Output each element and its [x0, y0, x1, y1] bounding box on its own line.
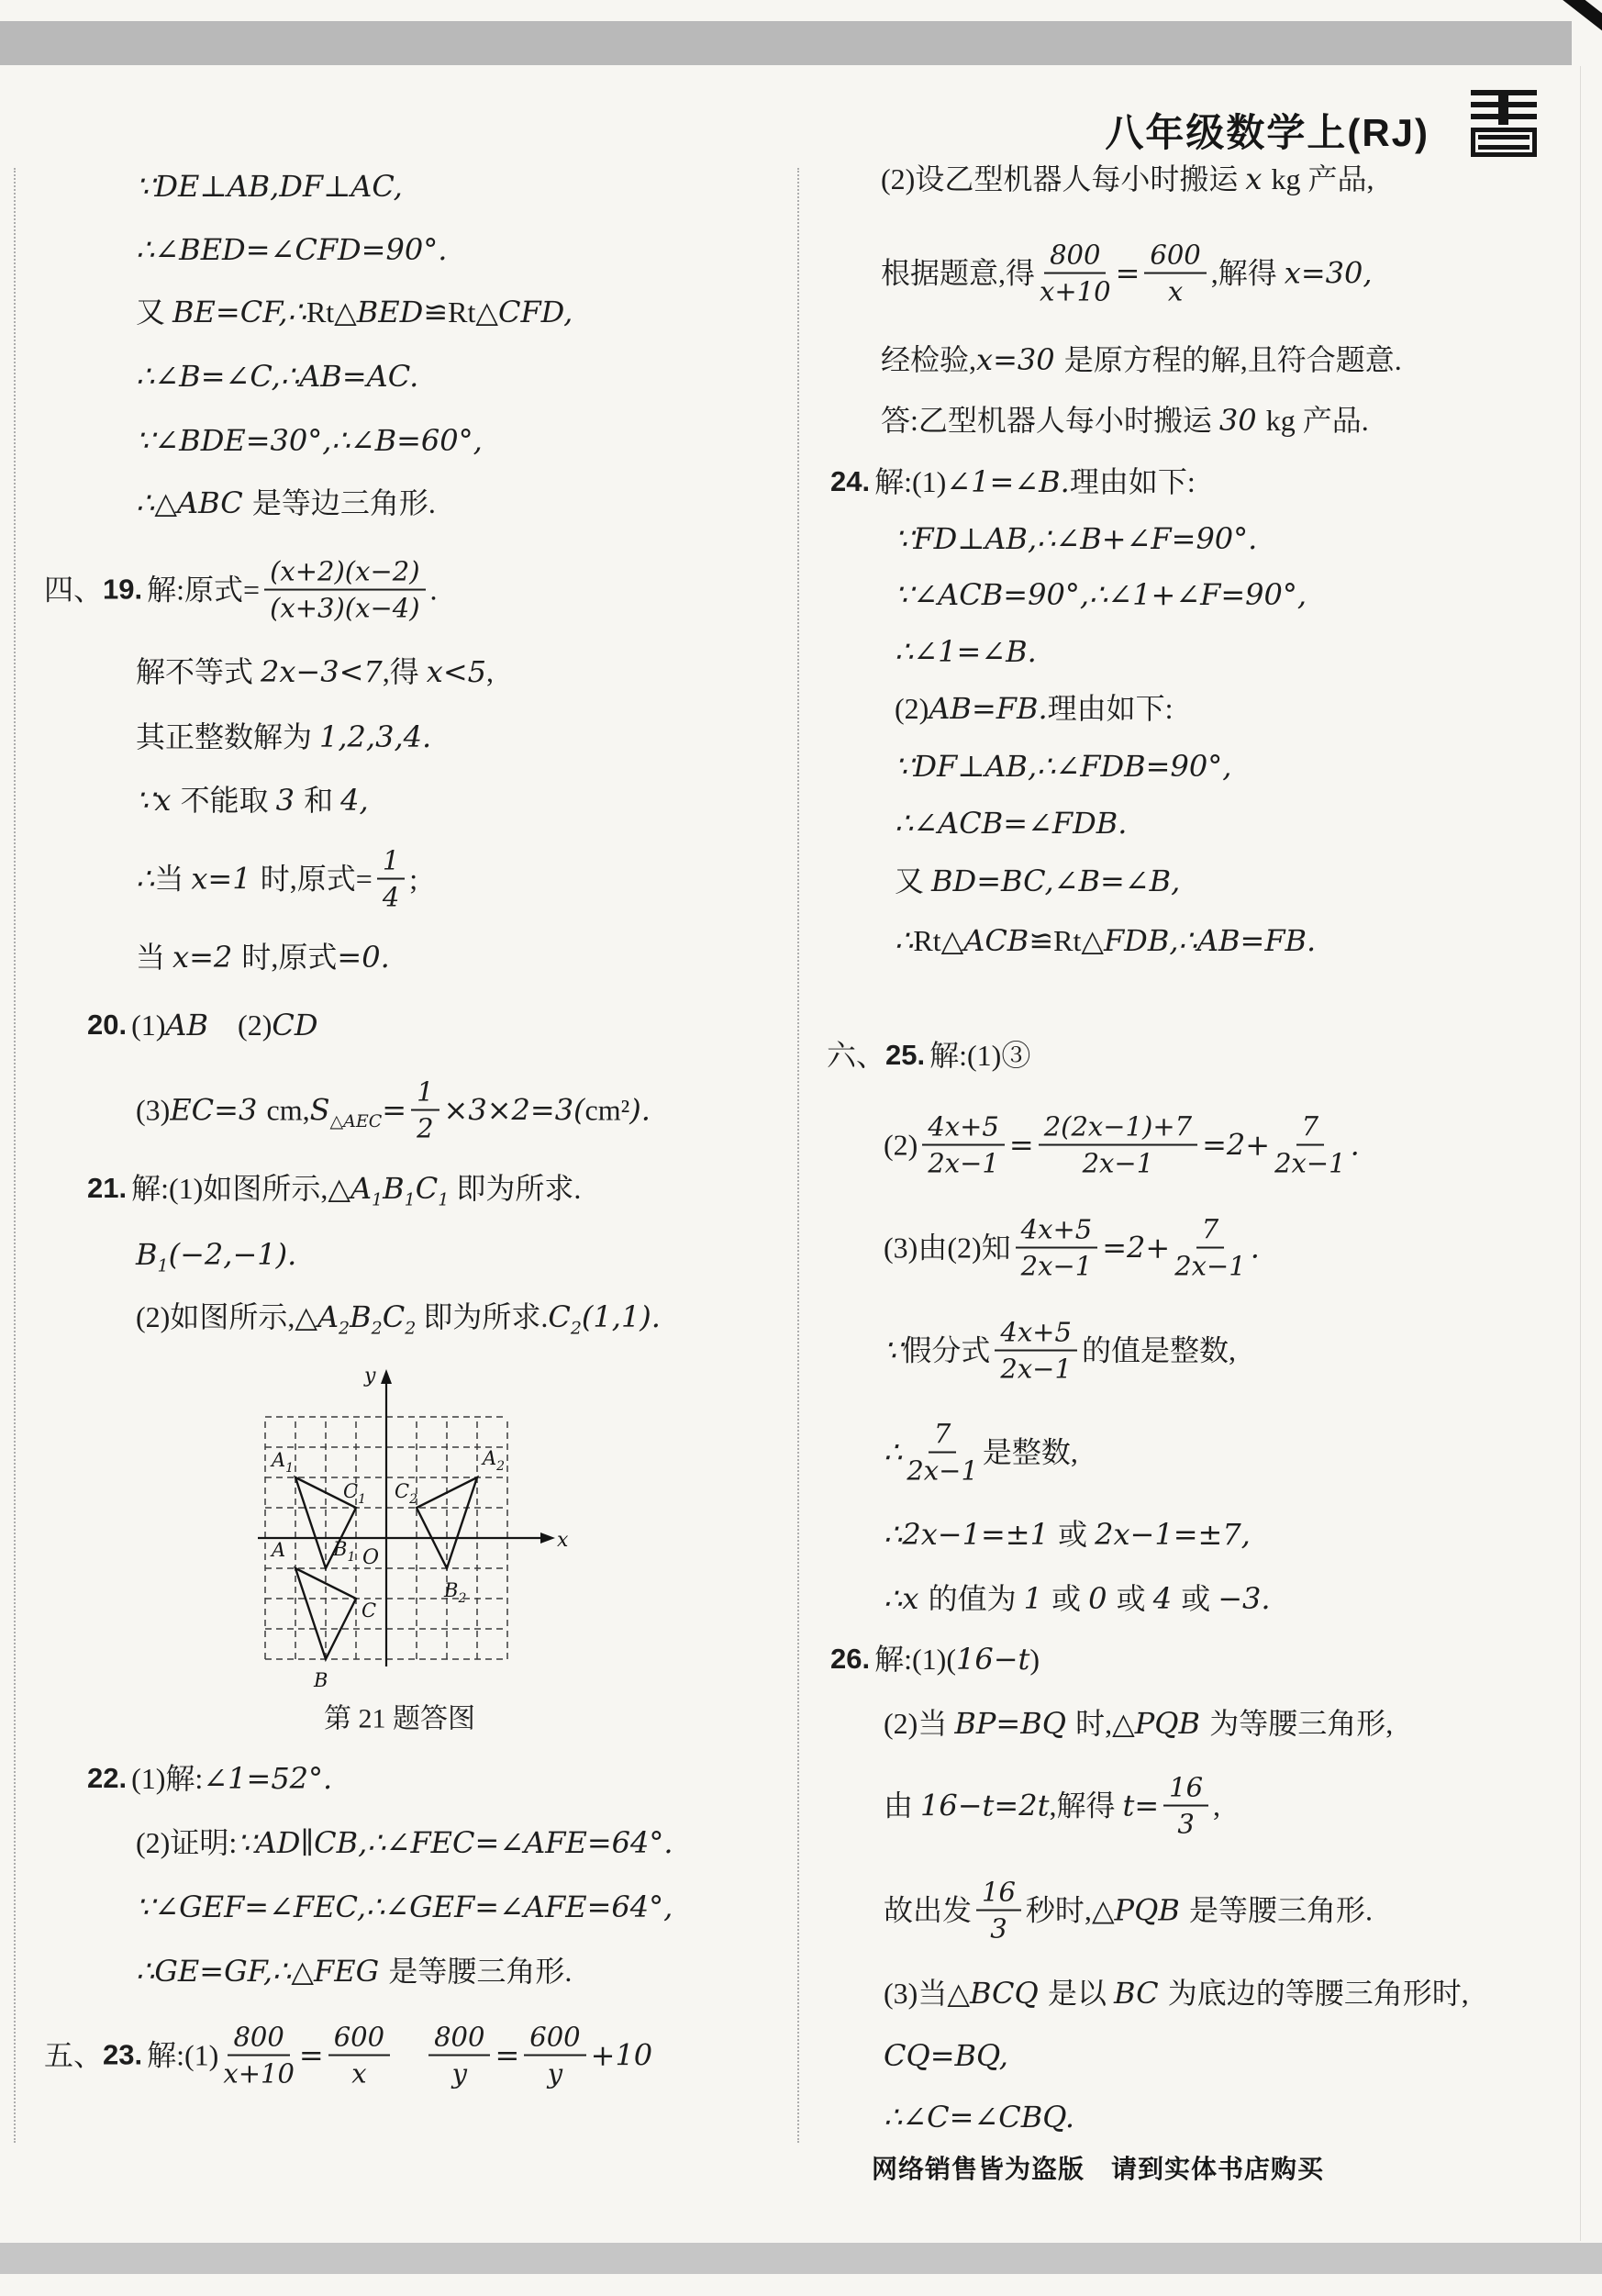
text-run: (1) — [131, 1009, 166, 1042]
point-label: $C_2$ — [395, 1480, 417, 1507]
text-run: (1,1). — [581, 1299, 661, 1334]
page-edge-line — [1580, 66, 1581, 2241]
solution-line — [895, 690, 1174, 727]
text-run: BE=CF,∴ — [172, 295, 306, 329]
text-run: 4 — [1152, 1581, 1182, 1616]
fraction: $\frac{4x+5}{2x-1}$ — [995, 1318, 1077, 1385]
fraction: $\frac{800}{y}$ — [428, 2023, 490, 2090]
text-run: = — [1008, 1128, 1034, 1163]
solution-line — [136, 485, 436, 521]
text-run: (2)当 — [884, 1707, 955, 1740]
solution-line — [136, 846, 417, 913]
text-run: ∵DF⊥AB,∴∠FDB=90°, — [895, 749, 1232, 784]
solution-line — [44, 557, 438, 624]
text-run: ≌ — [423, 295, 449, 329]
text-run: AB=FB. — [929, 691, 1048, 726]
point-label: A — [272, 1539, 286, 1561]
text-run: 秒时, — [1025, 1894, 1092, 1927]
subscript: 1 — [157, 1255, 169, 1276]
text-run: 1,2,3,4. — [319, 719, 432, 754]
text-run: 2x−1=±7, — [1095, 1517, 1251, 1552]
problem-number: 22. — [87, 1761, 128, 1794]
text-run: Rt — [448, 295, 476, 329]
text-run: ∴2x−1=±1 — [884, 1517, 1059, 1552]
text-run: ∴GE=GF,∴△FEG — [136, 1954, 389, 1989]
text-run: 解:(1)( — [874, 1643, 956, 1676]
subscript: 1 — [372, 1189, 384, 1210]
text-run: △ACB — [940, 923, 1029, 958]
solution-line — [895, 863, 1180, 899]
solution-line — [136, 653, 494, 690]
problem-number: 26. — [830, 1642, 871, 1675]
subscript: 2 — [339, 1318, 350, 1339]
solution-line — [895, 748, 1231, 785]
text-run: 解:(1)③ — [929, 1039, 1031, 1072]
text-run: (2) — [884, 1129, 918, 1162]
text-run: CD — [272, 1008, 318, 1042]
y-axis-label: y — [364, 1365, 376, 1388]
solution-line — [136, 1889, 673, 1925]
text-run: $B_2$ — [350, 1299, 383, 1339]
point-label: B — [314, 1669, 328, 1691]
figure-caption: 第 21 题答图 — [324, 1703, 475, 1734]
text-run: 16−t=2t — [920, 1789, 1050, 1823]
text-run: △FDB,∴AB=FB. — [1081, 923, 1317, 958]
column-divider — [797, 168, 799, 2143]
fraction: $\frac{(x+2)(x-2)}{(x+3)(x-4)}$ — [264, 557, 425, 624]
text-run: 解:(1) — [874, 465, 947, 498]
x-axis-label: x — [557, 1529, 569, 1552]
text-run: kg 产品, — [1271, 162, 1374, 195]
text-run: ) — [1029, 1643, 1040, 1676]
text-run: 或 — [1116, 1582, 1153, 1615]
fraction: $\frac{4x+5}{2x-1}$ — [922, 1112, 1005, 1179]
text-run: Rt — [1053, 924, 1082, 957]
solution-line — [136, 939, 390, 975]
solution-line — [136, 294, 573, 330]
coordinate-diagram — [220, 1360, 578, 1701]
text-run: ,得 — [382, 655, 427, 688]
text-run: 假分式 — [902, 1334, 991, 1367]
text-run: 经检验, — [881, 343, 977, 376]
solution-line — [884, 1580, 1271, 1617]
text-run: ∴ — [895, 923, 914, 958]
text-run: 16−t — [955, 1642, 1030, 1677]
text-run: $S_{\triangle AEC}$ — [309, 1093, 383, 1132]
text-run: . — [1350, 1128, 1360, 1163]
text-run: ∵AD∥CB,∴∠FEC=∠AFE=64°. — [237, 1825, 673, 1860]
fraction: $\frac{16}{3}$ — [1163, 1773, 1208, 1840]
x-axis-arrow — [540, 1533, 555, 1544]
point-label: $C_1$ — [343, 1480, 366, 1507]
text-run: △PQB — [1112, 1706, 1210, 1741]
problem-number: 25. — [885, 1038, 926, 1071]
text-run: cm² — [584, 1094, 630, 1127]
text-run: = — [298, 2038, 324, 2073]
text-run: ,解得 — [1049, 1789, 1123, 1822]
solution-line — [136, 231, 447, 268]
text-run: =2+ — [1202, 1128, 1271, 1163]
text-run: △BCQ — [947, 1976, 1048, 2011]
solution-line — [87, 1170, 582, 1210]
text-run: 是以 — [1047, 1977, 1114, 2010]
text-run: (2)如图所示, — [136, 1300, 295, 1333]
text-run: ). — [629, 1093, 651, 1128]
text-run: 又 — [895, 864, 932, 897]
solution-line — [136, 422, 483, 459]
text-run: 理由如下: — [1069, 465, 1196, 498]
solution-line — [884, 1878, 1373, 1945]
solution-line — [136, 782, 369, 819]
text-run: ∠1=52°. — [203, 1761, 333, 1796]
text-run: $B_1$ — [383, 1171, 416, 1210]
text-run: −3. — [1218, 1581, 1271, 1616]
subscript: 1 — [438, 1189, 450, 1210]
text-run: ∴x — [884, 1581, 929, 1616]
solution-line — [884, 1516, 1251, 1553]
text-run: △CFD, — [475, 295, 573, 329]
solution-line — [895, 922, 1316, 959]
text-run: 故出发 — [884, 1894, 973, 1927]
text-run: x=30, — [1284, 256, 1373, 291]
solution-line — [895, 805, 1127, 841]
point-label: $B_2$ — [444, 1579, 467, 1606]
text-run: . — [1250, 1231, 1260, 1265]
seal-top-strokes — [1471, 90, 1537, 125]
text-run: EC=3 — [170, 1093, 267, 1128]
text-run: (2)证明: — [136, 1826, 238, 1859]
solution-line — [881, 341, 1402, 378]
solution-line — [881, 402, 1369, 439]
text-run: 由 — [884, 1789, 921, 1822]
text-run: $\triangle A_2$ — [295, 1299, 350, 1339]
point-label: C — [362, 1599, 377, 1622]
problem-number: 23. — [103, 2038, 143, 2071]
text-run: 2x−3<7 — [261, 654, 383, 689]
text-run: ∵FD⊥AB,∴∠B+∠F=90°. — [895, 521, 1258, 556]
text-run: Rt — [306, 295, 335, 329]
text-run: $C_2$ — [548, 1299, 582, 1339]
solution-line — [895, 633, 1037, 670]
text-run: 即为所求. — [449, 1172, 582, 1205]
text-run: (−2,−1). — [168, 1237, 297, 1272]
solution-line — [136, 1298, 661, 1339]
fraction: $\frac{800}{x+10}$ — [1040, 239, 1111, 307]
text-run: 的值为 — [928, 1582, 1024, 1615]
fraction: $\frac{800}{x+10}$ — [223, 2021, 295, 2090]
fraction: $\frac{600}{x}$ — [1144, 240, 1206, 307]
solution-line — [136, 358, 418, 395]
solution-line — [895, 520, 1257, 557]
solution-line — [895, 576, 1307, 613]
anti-piracy-notice: 网络销售皆为盗版 请到实体书店购买 — [872, 2155, 1325, 2183]
text-run: ∴∠ACB=∠FDB. — [895, 806, 1128, 841]
text-run: 时,原式= — [260, 863, 373, 896]
text-run: 五、 — [44, 2039, 104, 2072]
text-run: 是原方程的解,且符合题意. — [1063, 343, 1402, 376]
text-run: , — [486, 655, 494, 688]
text-run: 是整数, — [982, 1436, 1078, 1469]
text-run: 解:(1)如图所示, — [131, 1172, 328, 1205]
text-run: ∵DE⊥AB,DF⊥AC, — [136, 169, 403, 204]
text-run: 时,原式 — [241, 941, 338, 974]
text-run: 是等边三角形. — [251, 486, 436, 519]
point-label: $A_2$ — [483, 1447, 506, 1474]
subscript: 2 — [570, 1318, 582, 1339]
text-run: 是等腰三角形. — [388, 1955, 573, 1988]
point-label: $A_1$ — [272, 1449, 295, 1476]
solution-line — [881, 240, 1373, 307]
solution-line — [884, 1112, 1360, 1179]
problem-number: 21. — [87, 1171, 128, 1204]
text-run: 3 — [275, 783, 305, 818]
problem-number: 19. — [103, 573, 143, 606]
text-run: ∴∠1=∠B. — [895, 634, 1037, 669]
text-run: (3)由(2)知 — [884, 1232, 1011, 1265]
text-run: 解不等式 — [136, 655, 261, 688]
point-label: $B_1$ — [333, 1538, 356, 1565]
text-run: 即为所求. — [416, 1300, 549, 1333]
fraction: $\frac{7}{2x-1}$ — [1274, 1110, 1346, 1179]
text-run: 是等腰三角形. — [1189, 1894, 1374, 1927]
solution-line — [884, 1215, 1260, 1282]
subscript: 2 — [405, 1318, 417, 1339]
text-run: 根据题意,得 — [881, 257, 1036, 290]
solution-line — [884, 1318, 1236, 1385]
text-run: 和 — [304, 784, 341, 817]
text-run: x=30 — [976, 342, 1064, 377]
text-run: ∴∠B=∠C,∴AB=AC. — [136, 359, 419, 394]
page-title: 八年级数学上(RJ) — [1105, 111, 1430, 154]
text-run: △BED — [334, 295, 424, 329]
fraction: $\frac{16}{3}$ — [976, 1878, 1021, 1945]
text-run: . — [429, 574, 438, 607]
text-run: ∴ — [884, 1435, 903, 1470]
text-run: t= — [1122, 1789, 1160, 1823]
publisher-seal-icon — [1471, 90, 1537, 160]
text-run: x=2 — [172, 940, 242, 975]
solution-line — [884, 2099, 1074, 2135]
text-run: 理由如下: — [1047, 692, 1174, 725]
solution-line — [827, 1037, 1030, 1074]
text-run: , — [1213, 1789, 1221, 1822]
problem-number: 24. — [830, 464, 871, 497]
text-run: 解:(1) — [147, 2039, 219, 2072]
text-run: 或 — [1058, 1518, 1096, 1551]
text-run: 或 — [1051, 1582, 1089, 1615]
solution-line — [830, 463, 1196, 500]
fraction: $\frac{4x+5}{2x-1}$ — [1016, 1215, 1098, 1282]
text-run: 六、 — [827, 1039, 886, 1072]
solution-line — [884, 1420, 1078, 1487]
text-run: 0 — [1088, 1581, 1117, 1616]
text-run: 4, — [340, 783, 369, 818]
text-run: 为底边的等腰三角形时, — [1167, 1977, 1469, 2010]
text-run: ∵∠GEF=∠FEC,∴∠GEF=∠AFE=64°, — [136, 1889, 673, 1924]
subscript: △AEC — [329, 1111, 383, 1132]
text-run: x<5 — [426, 654, 486, 689]
text-run: ∴∠C=∠CBQ. — [884, 2100, 1075, 2134]
solution-line — [136, 1077, 651, 1144]
fraction: $\frac{600}{y}$ — [524, 2023, 585, 2090]
solution-line — [884, 1705, 1393, 1742]
text-run — [395, 2037, 424, 2074]
text-run: ∵x — [136, 783, 181, 818]
text-run: ∠1=∠B. — [946, 464, 1070, 499]
solution-line — [136, 719, 431, 755]
text-run: 答:乙型机器人每小时搬运 — [881, 404, 1219, 437]
text-run: BP=BQ — [954, 1706, 1076, 1741]
top-scan-bar — [0, 21, 1572, 65]
solution-line — [44, 2023, 652, 2090]
text-run: ×3×2=3( — [443, 1093, 585, 1128]
text-run: x — [1245, 162, 1272, 196]
text-run: ,解得 — [1210, 257, 1285, 290]
seal-bottom-box — [1471, 128, 1537, 157]
fraction: $\frac{1}{2}$ — [411, 1077, 439, 1144]
subscript: 2 — [371, 1318, 383, 1339]
y-axis-arrow — [381, 1369, 392, 1384]
text-run: (2)设乙型机器人每小时搬运 — [881, 162, 1246, 195]
text-run: ∵ — [884, 1333, 903, 1368]
text-run: =0. — [337, 940, 390, 975]
origin-label: O — [362, 1546, 380, 1569]
text-run: =2+ — [1102, 1231, 1171, 1265]
text-run: = — [495, 2038, 520, 2073]
text-run: $\triangle A_1$ — [328, 1171, 384, 1210]
text-run: $C_2$ — [382, 1299, 417, 1339]
text-run: ∵∠BDE=30°,∴∠B=60°, — [136, 423, 483, 458]
solution-line — [830, 1641, 1040, 1677]
fraction: $\frac{600}{x}$ — [328, 2023, 390, 2090]
solution-line — [881, 161, 1374, 197]
text-run: ∴ — [136, 862, 155, 897]
text-run: ; — [409, 863, 418, 896]
text-run: ∵∠ACB=90°,∴∠1+∠F=90°, — [895, 577, 1307, 612]
text-run: 或 — [1181, 1582, 1218, 1615]
text-run: 1 — [1023, 1581, 1052, 1616]
text-run: 其正整数解为 — [136, 720, 320, 753]
text-run: AB — [165, 1008, 209, 1042]
text-run: 的值是整数, — [1081, 1334, 1236, 1367]
solution-line — [136, 1953, 572, 1989]
text-run: (3)当 — [884, 1977, 948, 2010]
text-run: = — [1115, 256, 1140, 291]
fraction: $\frac{7}{2x-1}$ — [907, 1418, 978, 1487]
text-run: BC — [1113, 1976, 1168, 2011]
text-run: 时, — [1075, 1707, 1113, 1740]
text-run: cm, — [266, 1094, 310, 1127]
text-run: (2) — [895, 692, 929, 725]
solution-line — [884, 2037, 1008, 2074]
fraction: $\frac{1}{4}$ — [377, 846, 405, 913]
text-run: ≌ — [1029, 924, 1054, 957]
solution-line — [884, 1773, 1220, 1840]
text-run: 当 — [136, 941, 173, 974]
subscript: 1 — [404, 1189, 416, 1210]
left-dotted-border — [14, 168, 16, 2143]
solution-line — [136, 1236, 297, 1276]
text-run: BD=BC,∠B=∠B, — [931, 864, 1181, 898]
text-run: 解:原式= — [147, 574, 261, 607]
text-run: 为等腰三角形, — [1209, 1707, 1394, 1740]
text-run: (1)解: — [131, 1762, 204, 1795]
text-run: 30 — [1218, 403, 1266, 438]
text-run: = — [382, 1093, 407, 1128]
text-run: 当 — [154, 863, 192, 896]
text-run: 不能取 — [180, 784, 276, 817]
text-run: $B_1$ — [136, 1237, 169, 1276]
text-run: (2) — [208, 1009, 273, 1042]
fraction: $\frac{7}{2x-1}$ — [1174, 1213, 1246, 1282]
fraction: $\frac{2(2x-1)+7}{2x-1}$ — [1039, 1112, 1197, 1179]
solution-line — [136, 1824, 673, 1861]
solution-line — [87, 1760, 332, 1797]
text-run: $C_1$ — [415, 1171, 450, 1210]
text-run: (3) — [136, 1094, 171, 1127]
bottom-scan-bar — [0, 2243, 1602, 2274]
text-run: CQ=BQ, — [884, 2038, 1008, 2073]
text-run: kg 产品. — [1265, 404, 1369, 437]
text-run: 四、 — [44, 574, 104, 607]
problem-number: 20. — [87, 1008, 128, 1041]
text-run: 又 — [136, 295, 173, 329]
text-run: x=1 — [191, 862, 261, 897]
solution-line — [87, 1007, 318, 1043]
text-run: Rt — [913, 924, 941, 957]
solution-line — [884, 1975, 1469, 2012]
solution-line — [136, 168, 403, 205]
text-run: ∴∠BED=∠CFD=90°. — [136, 232, 448, 267]
text-run: ∴△ABC — [136, 485, 252, 520]
text-run: △PQB — [1091, 1893, 1189, 1928]
text-run: +10 — [590, 2038, 653, 2073]
